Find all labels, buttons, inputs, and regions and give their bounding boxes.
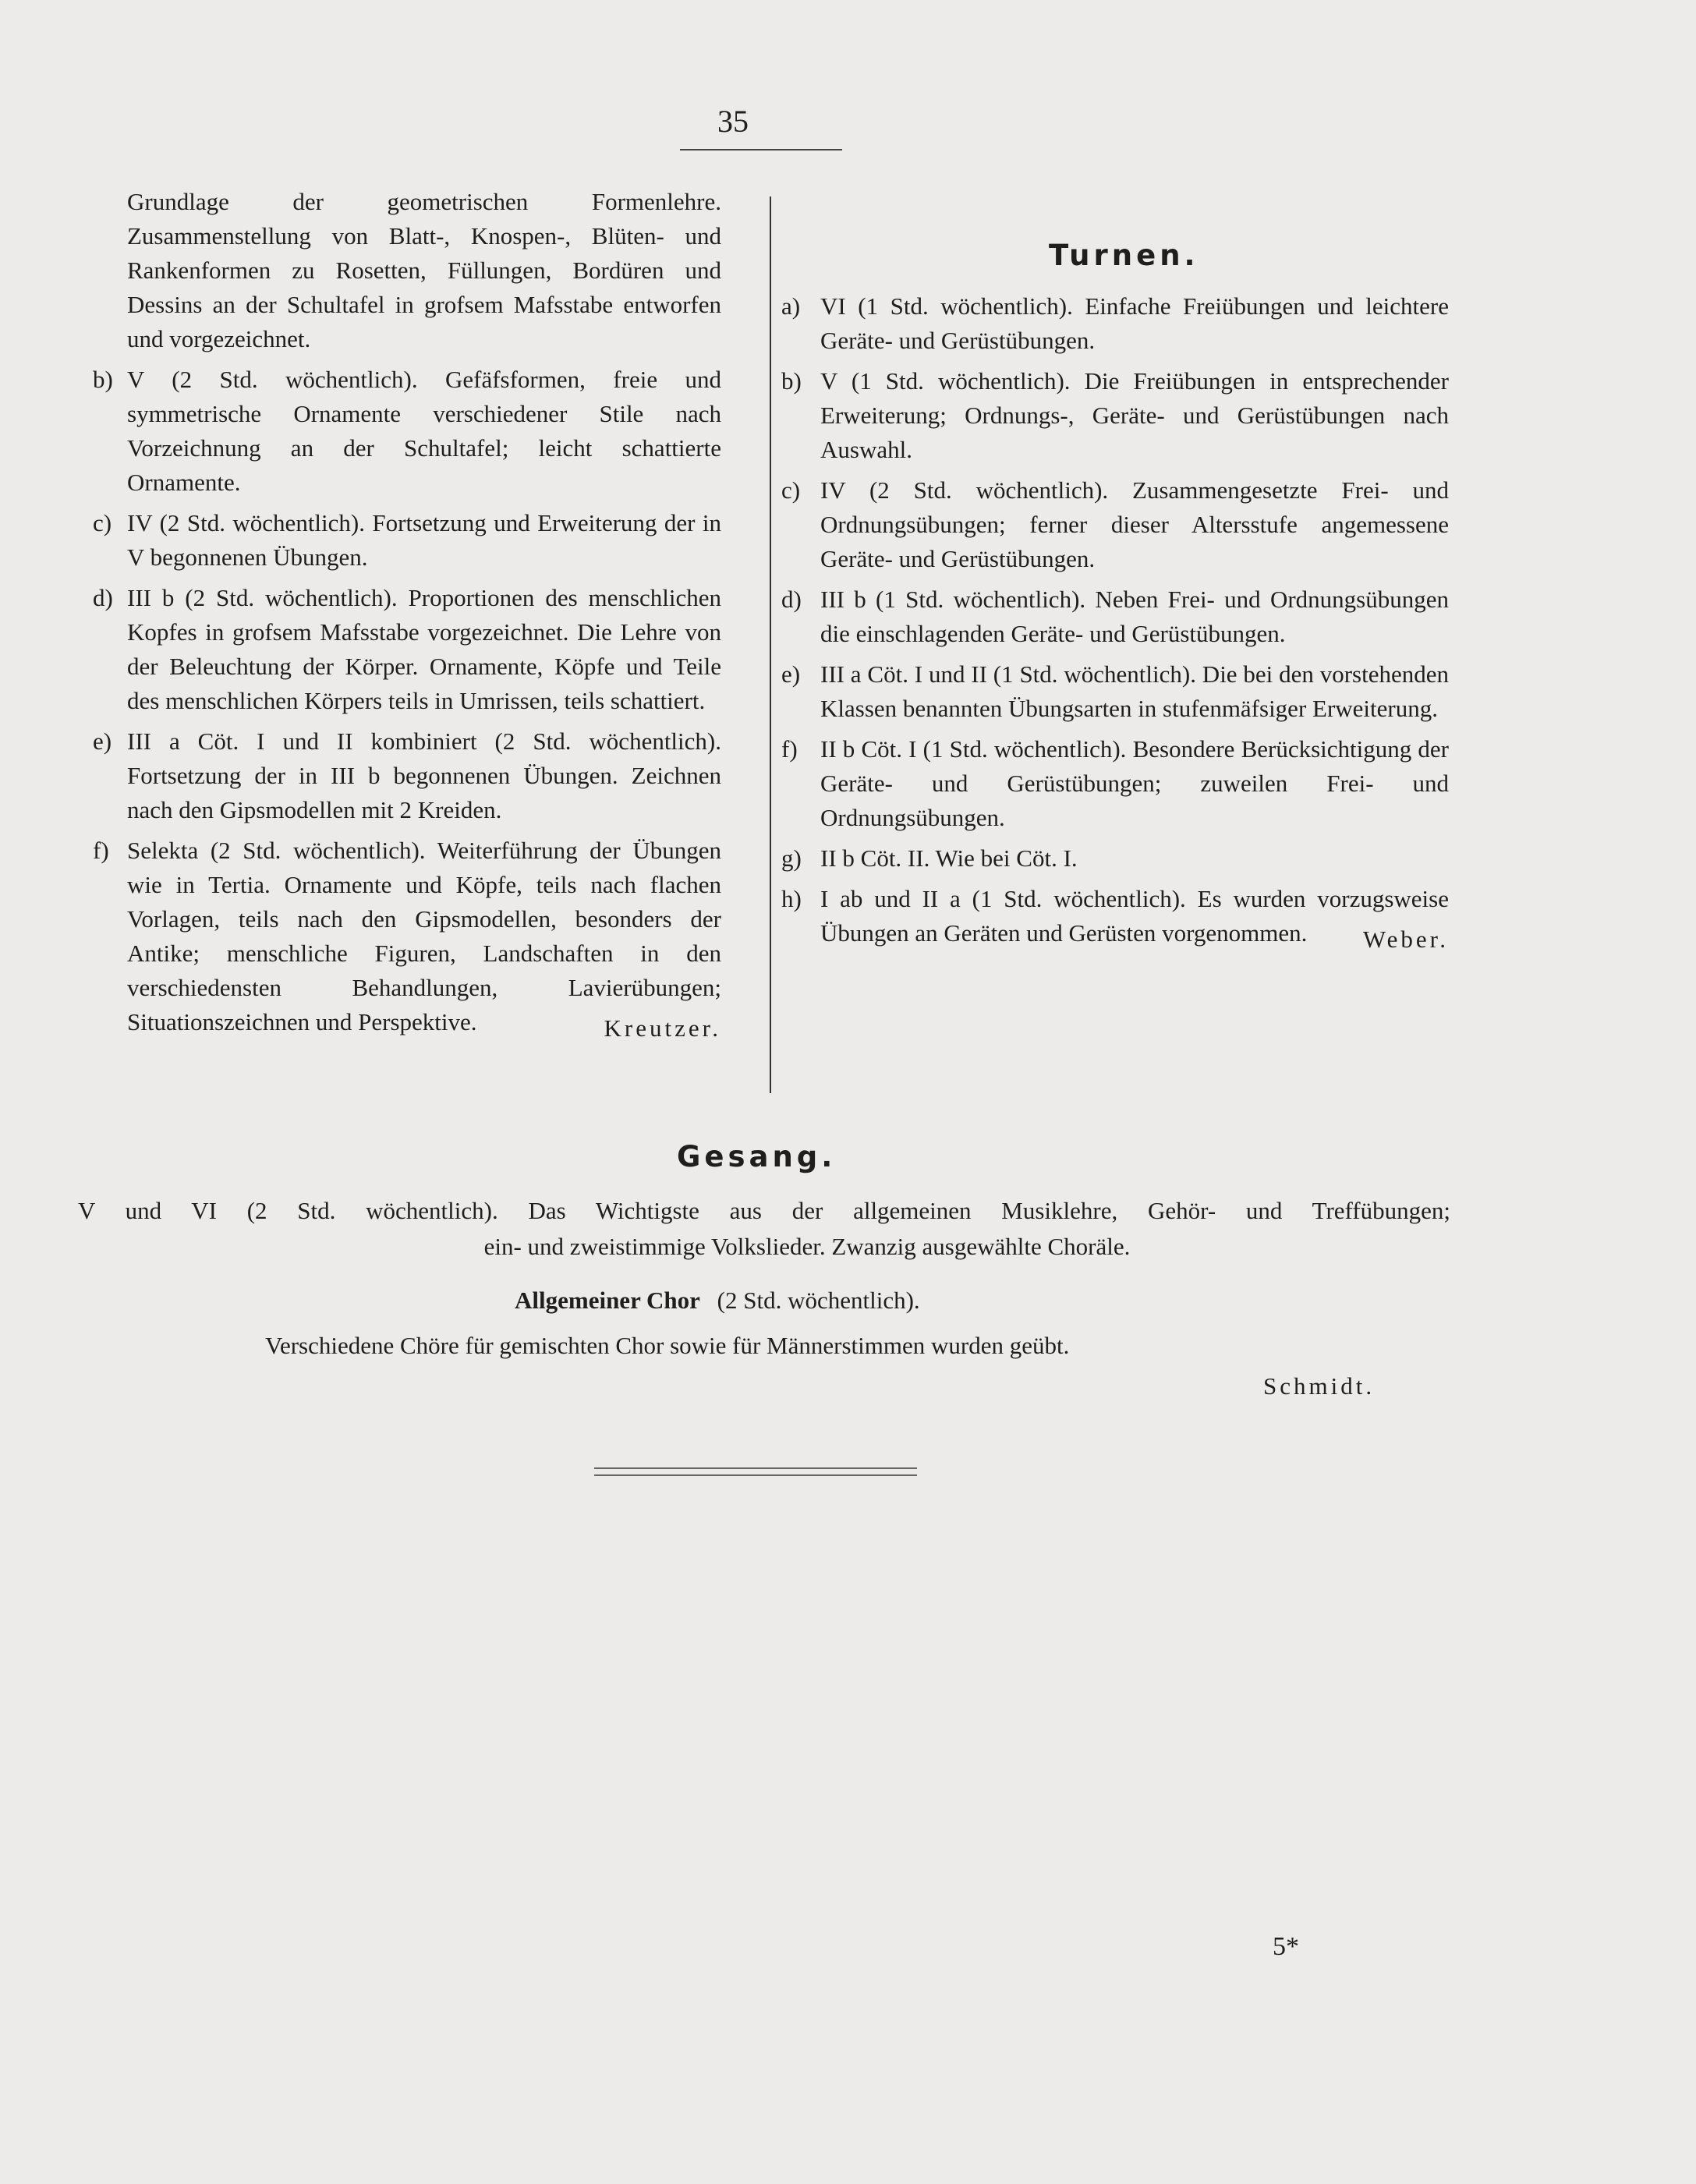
column-divider (770, 196, 771, 1093)
left-column (93, 185, 721, 1046)
item-text: VI (1 Std. wöchentlich). Einfache Freiübungen und leichtere Geräte- und Gerüstübungen. (820, 292, 1449, 354)
item-text: II b Cöt. II. Wie bei Cöt. I. (820, 844, 1078, 872)
list-item (93, 363, 721, 500)
page-number: 35 (717, 104, 749, 139)
signature-schmidt: Schmidt. (1263, 1372, 1376, 1400)
list-item (781, 473, 1449, 576)
section-heading-turnen: Turnen. (1049, 239, 1199, 272)
item-letter: e) (781, 660, 801, 688)
section-end-rule (594, 1467, 917, 1476)
continuation-paragraph: Grundlage der geometrischen Formenlehre. Zusammenstellung von Blatt-, Knospen-, Blüten- und Rankenformen zu Rosetten, Füllungen, Bordüren und Dessins an der Schultafel in grofsem Mafsstabe entworfen und vorgezeichnet. (127, 188, 721, 352)
list-item (93, 724, 721, 827)
chor-text: Verschiedene Chöre für gemischten Chor sowie für Männerstimmen wurden geübt. (265, 1332, 1070, 1359)
list-item (781, 882, 1449, 950)
item-letter: b) (781, 367, 802, 395)
section-heading-gesang: Gesang. (677, 1140, 837, 1173)
signature-mark: 5* (1273, 1932, 1299, 1961)
gesang-line-2: ein- und zweistimmige Volkslieder. Zwanzig ausgewählte Choräle. (483, 1233, 1131, 1260)
list-item (781, 582, 1449, 651)
gesang-line-1: V und VI (2 Std. wöchentlich). Das Wichtigste aus der allgemeinen Musiklehre, Gehör- und Treffübungen; (78, 1197, 1450, 1224)
gesang-paragraph (78, 1193, 1450, 1265)
item-text: IV (2 Std. wöchentlich). Fortsetzung und Erweiterung der in V begonnenen Übungen. (127, 509, 721, 571)
item-letter: f) (781, 735, 798, 763)
list-item (93, 581, 721, 718)
list-item (781, 732, 1449, 835)
item-letter: c) (781, 476, 801, 504)
item-text: III b (1 Std. wöchentlich). Neben Frei- und Ordnungsübungen die einschlagenden Geräte- und Gerüstübungen. (820, 586, 1449, 647)
item-text: III b (2 Std. wöchentlich). Proportionen des menschlichen Kopfes in grofsem Mafsstabe vorgezeichnet. Die Lehre von der Beleuchtung der Körper. Ornamente, Köpfe und Teile des menschlichen Körpers teils in Umrissen, teils schattiert. (127, 584, 721, 714)
item-letter: b) (93, 366, 113, 393)
item-letter: g) (781, 844, 802, 872)
item-text: III a Cöt. I und II kombiniert (2 Std. wöchentlich). Fortsetzung der in III b begonnenen Übungen. Zeichnen nach den Gipsmodellen mit 2 Kreiden. (127, 727, 721, 823)
list-item (93, 506, 721, 575)
item-letter: a) (781, 292, 801, 320)
item-text: Selekta (2 Std. wöchentlich). Weiterführung der Übungen wie in Tertia. Ornamente und Köpfe, teils nach flachen Vorlagen, teils nach den Gipsmodellen, besonders der Antike; menschliche Figuren, Landschaften in den verschiedensten Behandlungen, Lavierübungen; Situationszeichnen und Perspektive. (127, 837, 721, 1035)
chor-hours: (2 Std. wöchentlich). (717, 1287, 920, 1314)
list-item (781, 364, 1449, 467)
item-letter: f) (93, 837, 109, 864)
chor-title: Allgemeiner Chor (515, 1287, 700, 1314)
item-letter: e) (93, 727, 112, 755)
item-text: V (1 Std. wöchentlich). Die Freiübungen in entsprechender Erweiterung; Ordnungs-, Geräte- und Gerüstübungen nach Auswahl. (820, 367, 1449, 463)
item-text: I ab und II a (1 Std. wöchentlich). Es wurden vorzugsweise Übungen an Geräten und Gerüsten vorgenommen. (820, 885, 1449, 947)
signature-weber: Weber. (1362, 926, 1449, 953)
right-column (781, 289, 1449, 957)
list-item (93, 834, 721, 1039)
signature-kreutzer: Kreutzer. (604, 1014, 721, 1042)
item-text: V (2 Std. wöchentlich). Gefäfsformen, freie und symmetrische Ornamente verschiedener Stile nach Vorzeichnung an der Schultafel; leicht schattierte Ornamente. (127, 366, 721, 496)
item-letter: c) (93, 509, 112, 536)
item-text: II b Cöt. I (1 Std. wöchentlich). Besondere Berücksichtigung der Geräte- und Gerüstübungen; zuweilen Frei- und Ordnungsübungen. (820, 735, 1449, 831)
item-text: IV (2 Std. wöchentlich). Zusammengesetzte Frei- und Ordnungsübungen; ferner dieser Altersstufe angemessene Geräte- und Gerüstübungen. (820, 476, 1449, 572)
list-item (781, 657, 1449, 726)
chor-heading (515, 1287, 920, 1315)
item-text: III a Cöt. I und II (1 Std. wöchentlich). Die bei den vorstehenden Klassen benannten Übungsarten in stufenmäfsiger Erweiterung. (820, 660, 1449, 722)
header-rule (680, 149, 842, 150)
item-letter: h) (781, 885, 802, 912)
item-letter: d) (781, 586, 802, 613)
list-item (781, 841, 1449, 876)
list-item (781, 289, 1449, 358)
item-letter: d) (93, 584, 113, 611)
